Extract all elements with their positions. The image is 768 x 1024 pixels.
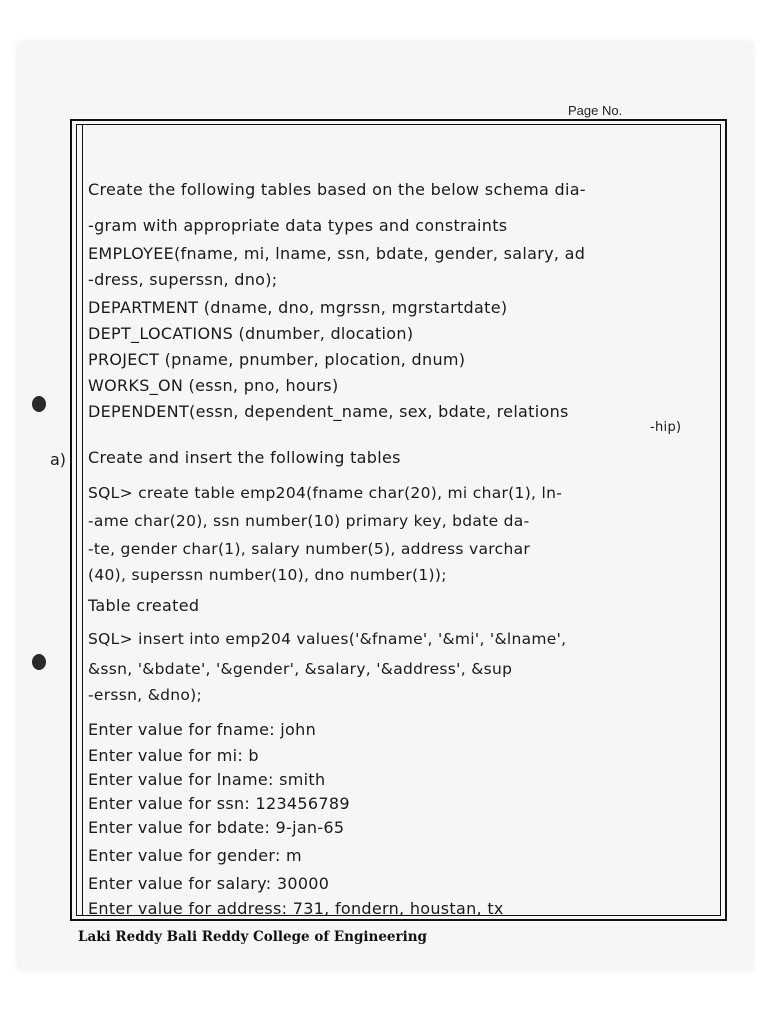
page-number-label: Page No. xyxy=(568,103,623,118)
handwritten-line: Enter value for lname: smith xyxy=(88,770,326,789)
handwritten-line: -hip) xyxy=(650,420,682,435)
handwritten-line: -dress, superssn, dno); xyxy=(88,270,278,289)
handwritten-line: -te, gender char(1), salary number(5), address varchar xyxy=(88,540,531,558)
handwritten-line: (40), superssn number(10), dno number(1)); xyxy=(88,566,447,584)
handwritten-line: PROJECT (pname, pnumber, plocation, dnum) xyxy=(88,350,466,369)
handwritten-line: SQL> create table emp204(fname char(20), mi char(1), ln- xyxy=(88,484,563,502)
college-footer: Laki Reddy Bali Reddy College of Engineering xyxy=(78,929,427,945)
handwritten-line: DEPENDENT(essn, dependent_name, sex, bdate, relations xyxy=(88,402,569,421)
handwritten-line: Enter value for ssn: 123456789 xyxy=(88,794,350,813)
handwritten-line: -erssn, &dno); xyxy=(88,686,203,704)
handwritten-line: Enter value for mi: b xyxy=(88,746,259,765)
handwritten-line: Table created xyxy=(88,596,200,615)
handwritten-line: SQL> insert into emp204 values('&fname', '&mi', '&lname', xyxy=(88,630,567,648)
handwritten-line: Enter value for fname: john xyxy=(88,720,317,739)
handwritten-line: Create and insert the following tables xyxy=(88,448,401,467)
handwritten-line: EMPLOYEE(fname, mi, lname, ssn, bdate, gender, salary, ad xyxy=(88,244,586,263)
handwritten-line: DEPT_LOCATIONS (dnumber, dlocation) xyxy=(88,324,414,343)
handwritten-line: -ame char(20), ssn number(10) primary key, bdate da- xyxy=(88,512,530,530)
handwritten-line: -gram with appropriate data types and constraints xyxy=(88,216,508,235)
handwritten-line: Enter value for address: 731, fondern, houstan, tx xyxy=(88,899,504,918)
handwritten-line: Enter value for bdate: 9-jan-65 xyxy=(88,818,345,837)
handwritten-line: Enter value for gender: m xyxy=(88,846,302,865)
handwritten-line: WORKS_ON (essn, pno, hours) xyxy=(88,376,339,395)
handwritten-line: DEPARTMENT (dname, dno, mgrssn, mgrstartdate) xyxy=(88,298,508,317)
binder-hole-icon xyxy=(32,396,46,412)
handwritten-line: Create the following tables based on the below schema dia- xyxy=(88,180,586,199)
handwritten-line: Enter value for salary: 30000 xyxy=(88,874,330,893)
margin-line xyxy=(82,124,83,916)
question-marker: a) xyxy=(50,450,67,469)
handwritten-line: &ssn, '&bdate', '&gender', &salary, '&address', &sup xyxy=(88,660,513,678)
binder-hole-icon xyxy=(32,654,46,670)
